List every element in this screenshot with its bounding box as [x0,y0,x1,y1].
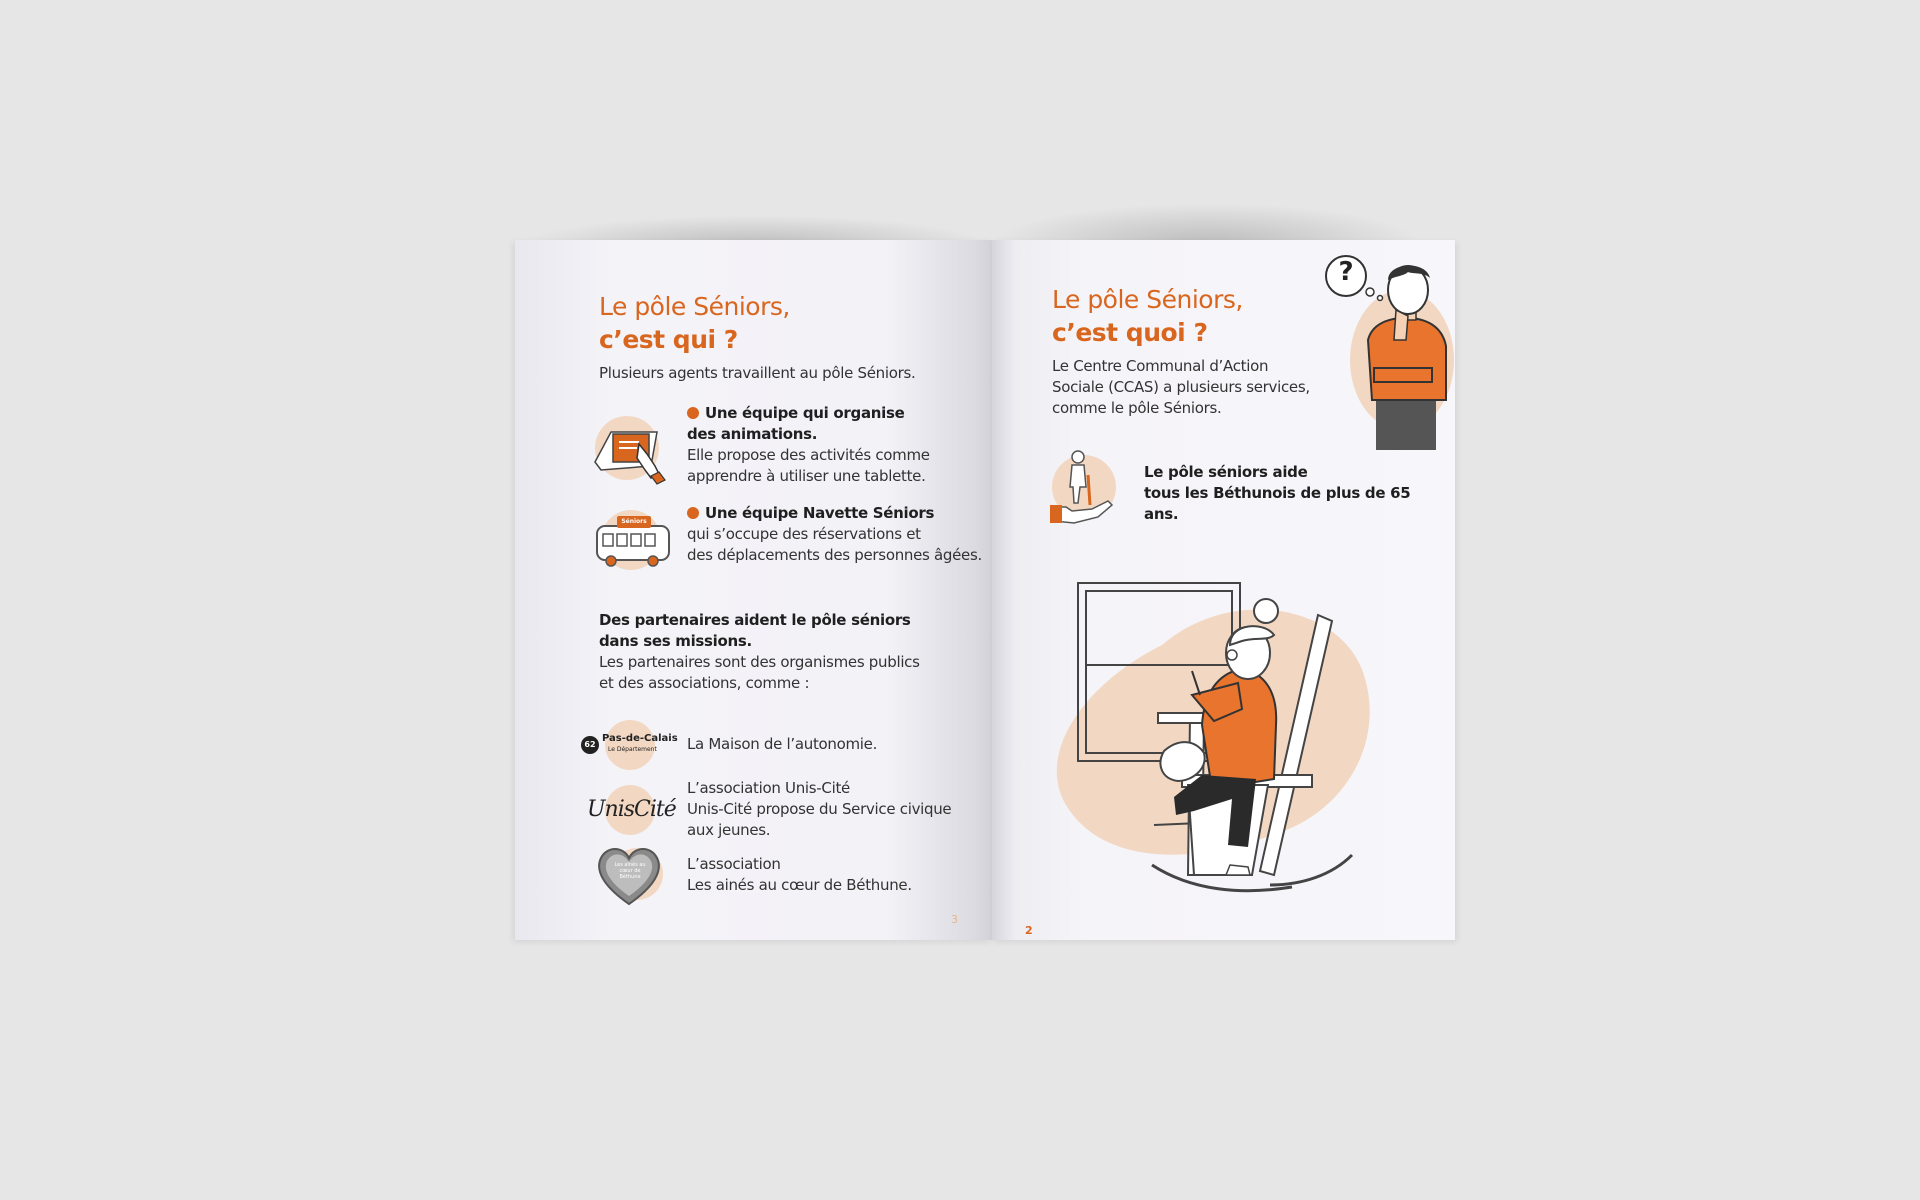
bus-icon [593,506,675,576]
tablet-hand-icon [587,410,677,490]
intro-text: Le Centre Communal d’Action Sociale (CCAS) a plusieurs services, comme le pôle Séniors. [1052,357,1310,417]
page-number-left: 3 [951,913,958,926]
thinking-man-illustration [1322,250,1455,450]
unis-cite-logo: UnisCité [587,785,677,835]
page-number-right: 2 [1025,924,1033,937]
bullet-dot [687,407,699,419]
partner-unis-cite: L’association Unis-Cité Unis-Cité propose du Service civique aux jeunes. [687,779,952,839]
page-title: Le pôle Séniors, c’est quoi ? [1052,285,1243,347]
question-mark-icon: ? [1338,257,1354,287]
rocking-chair-illustration [1042,575,1412,915]
bullet-dot [687,507,699,519]
aid-statement: Le pôle séniors aide tous les Béthunois de plus de 65 ans. [1144,463,1411,523]
senior-hand-icon [1046,447,1126,527]
pas-de-calais-logo: 62 Pas-de-Calais Le Département [581,720,677,770]
partner-maison-autonomie: La Maison de l’autonomie. [687,735,878,753]
brochure-page-left [515,240,992,940]
partners-block: Des partenaires aident le pôle séniors dans ses missions. Les partenaires sont des organismes publics et des associations, comme : [599,611,920,692]
brochure-page-right [992,240,1455,940]
bus-sign-label: Séniors [621,518,647,525]
team-animations-block: Une équipe qui organise des animations. Elle propose des activités comme apprendre à utiliser une tablette. [687,404,930,485]
partner-aines-bethune: L’association Les ainés au cœur de Béthune. [687,855,912,894]
page-title: Le pôle Séniors, c’est qui ? [599,292,790,354]
heart-logo: Les aînés au cœur de Béthune [593,840,667,908]
team-navette-block: Une équipe Navette Séniors qui s’occupe des réservations et des déplacements des personnes âgées. [687,504,982,564]
intro-text: Plusieurs agents travaillent au pôle Séniors. [599,364,916,382]
page-shadow-right [992,203,1422,243]
